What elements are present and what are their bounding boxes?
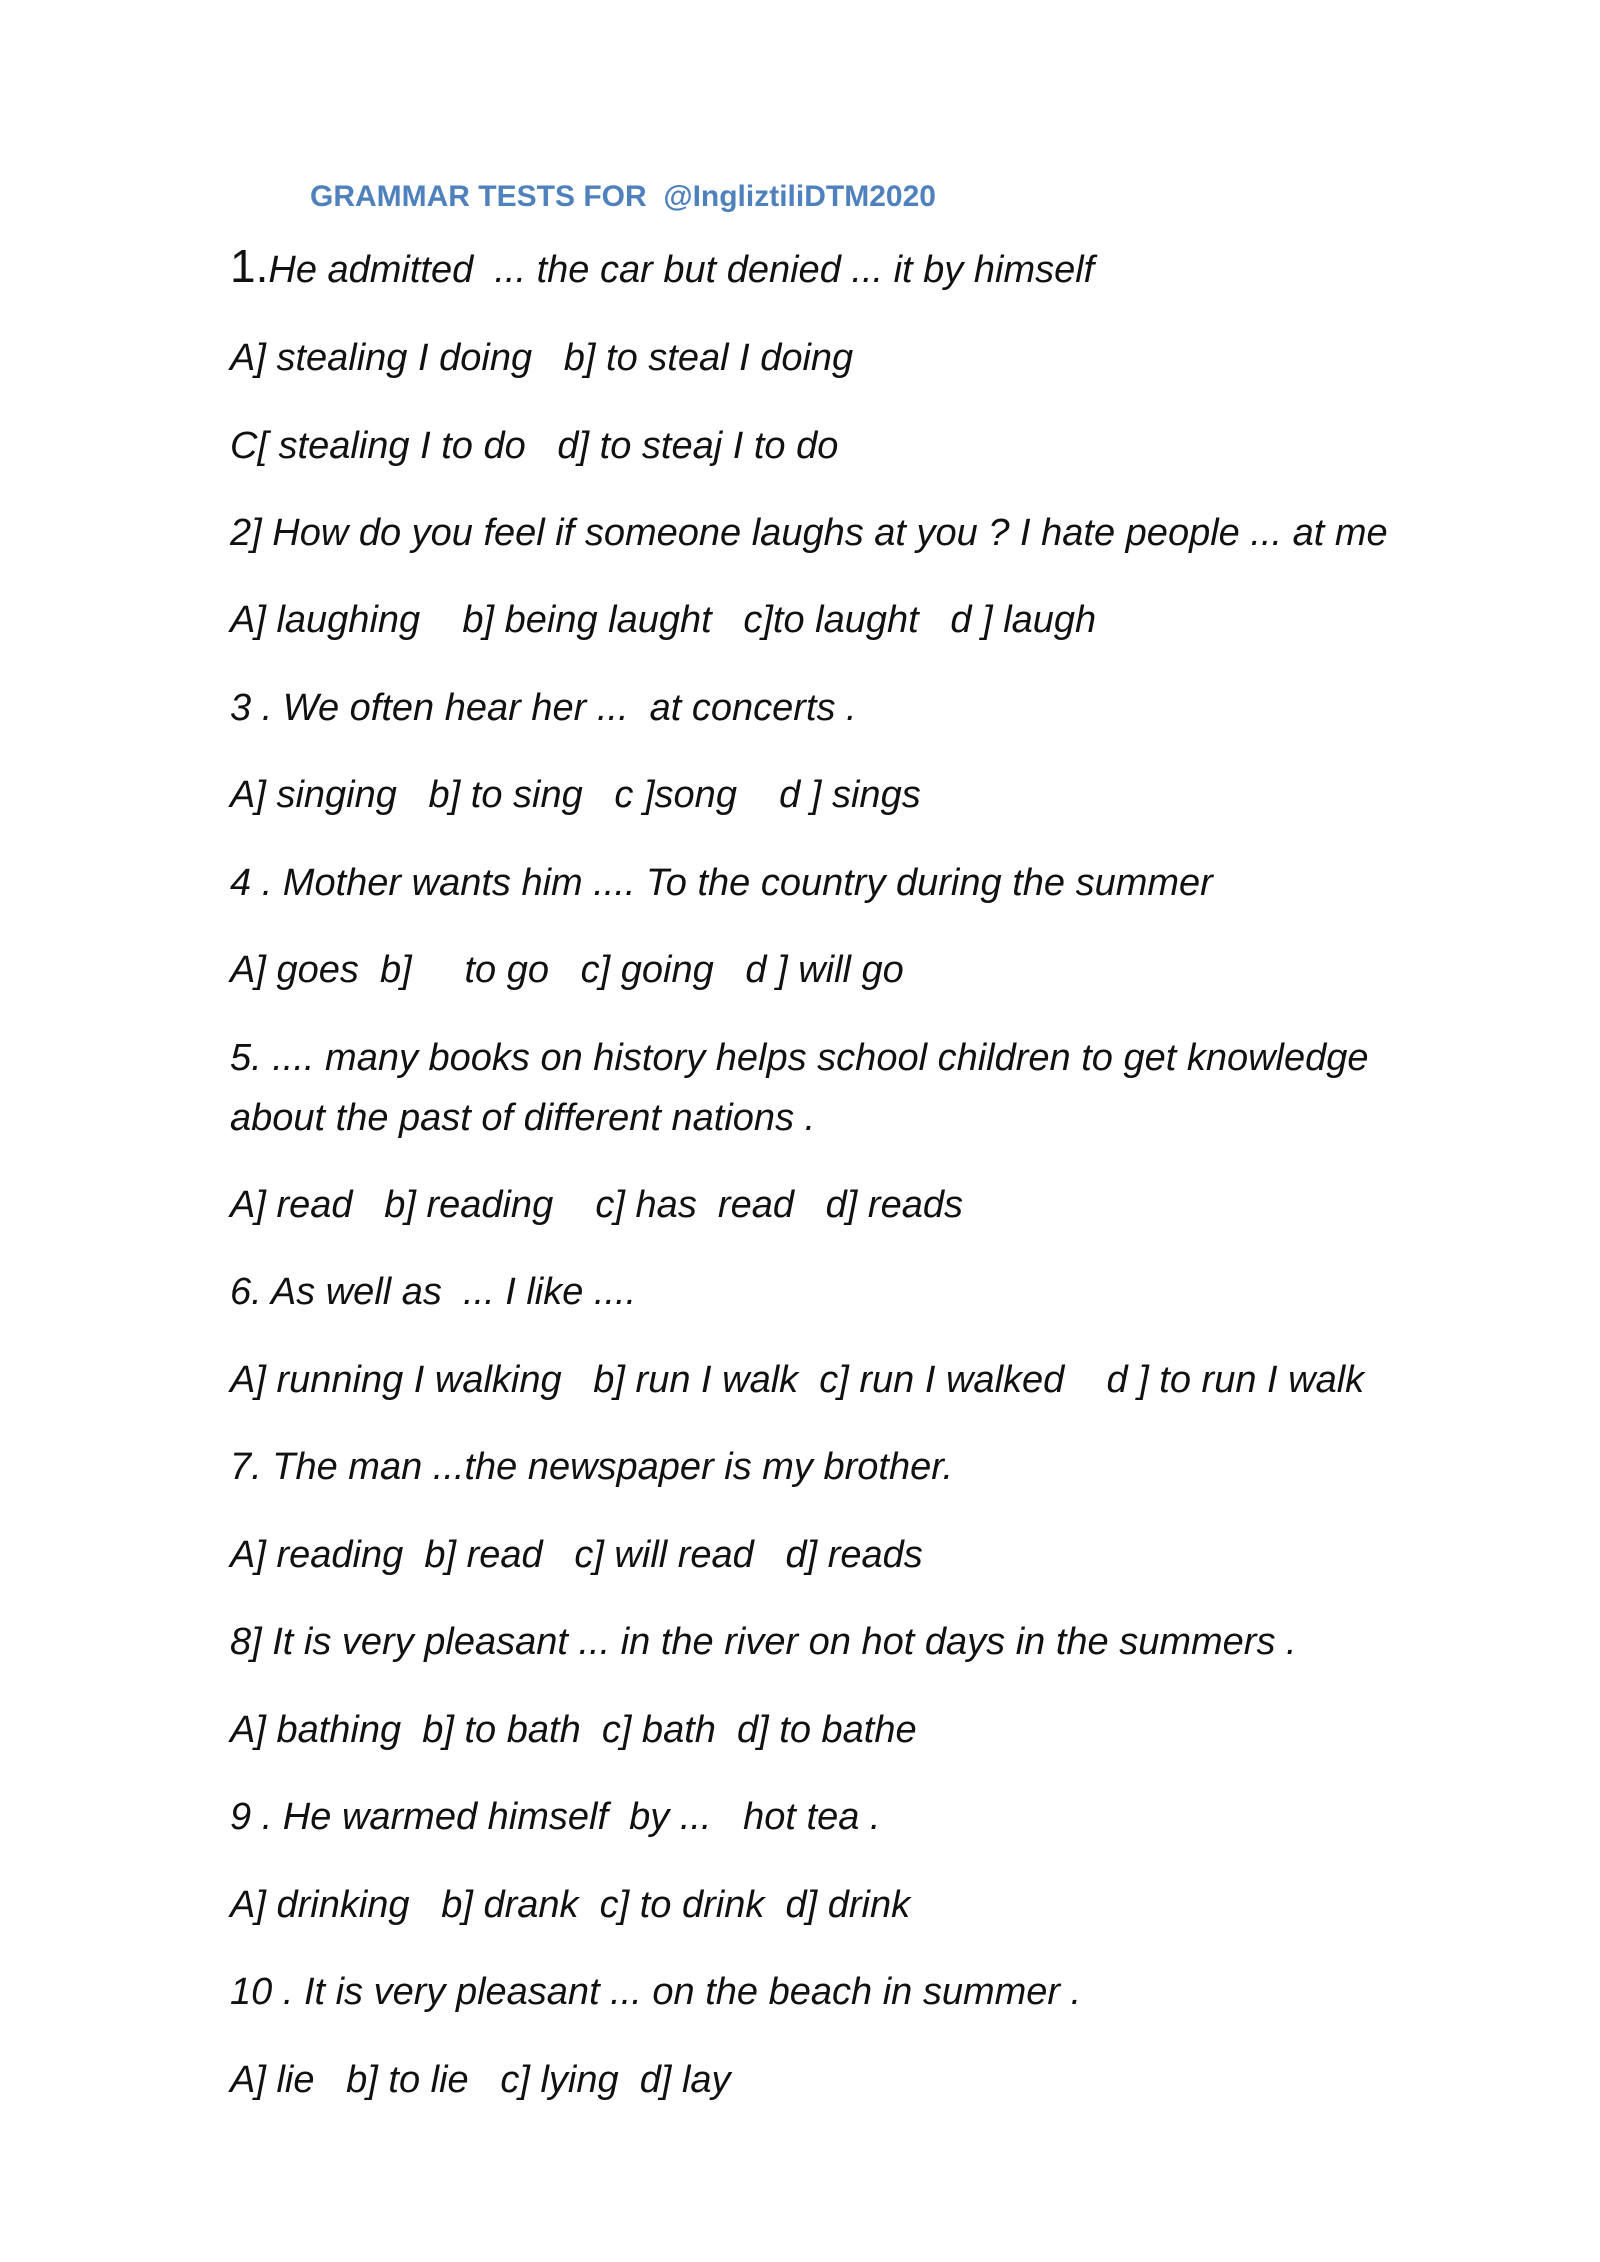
question-7-options: A] reading b] read c] will read d] reads — [230, 1534, 923, 1576]
document-title: GRAMMAR TESTS FOR @IngliztiliDTM2020 — [310, 180, 936, 213]
question-5-options: A] read b] reading c] has read d] reads — [230, 1184, 963, 1226]
question-3-options: A] singing b] to sing c ]song d ] sings — [230, 774, 921, 816]
question-1-text: He admitted ... the car but denied ... it by himself — [268, 249, 1095, 291]
question-2-options: A] laughing b] being laught c]to laught d ] laugh — [230, 599, 1097, 641]
question-9-text: 9 . He warmed himself by ... hot tea . — [230, 1796, 881, 1838]
question-8-text: 8] It is very pleasant ... in the river on hot days in the summers . — [230, 1621, 1297, 1663]
question-6-options: A] running I walking b] run I walk c] run I walked d ] to run I walk — [230, 1359, 1365, 1401]
question-7-text: 7. The man ...the newspaper is my brother. — [230, 1446, 954, 1488]
question-4-text: 4 . Mother wants him .... To the country during the summer — [230, 862, 1213, 904]
question-10-options: A] lie b] to lie c] lying d] lay — [230, 2059, 731, 2101]
question-1 — [230, 236, 1094, 300]
question-3-text: 3 . We often hear her ... at concerts . — [230, 687, 857, 729]
question-1-number: 1. — [230, 240, 269, 292]
question-4-options: A] goes b] to go c] going d ] will go — [230, 949, 904, 991]
question-2-text: 2] How do you feel if someone laughs at you ? I hate people ... at me — [230, 512, 1388, 554]
question-8-options: A] bathing b] to bath c] bath d] to bathe — [230, 1709, 917, 1751]
question-10-text: 10 . It is very pleasant ... on the beach in summer . — [230, 1971, 1082, 2013]
question-1-options-line2: C[ stealing I to do d] to steaj I to do — [230, 425, 839, 467]
question-9-options: A] drinking b] drank c] to drink d] drink — [230, 1884, 911, 1926]
question-1-options-line1: A] stealing I doing b] to steal I doing — [230, 337, 854, 379]
question-5-text: 5. .... many books on history helps school children to get knowledge about the past of different nations . — [230, 1037, 1369, 1139]
question-6-text: 6. As well as ... I like .... — [230, 1271, 637, 1313]
